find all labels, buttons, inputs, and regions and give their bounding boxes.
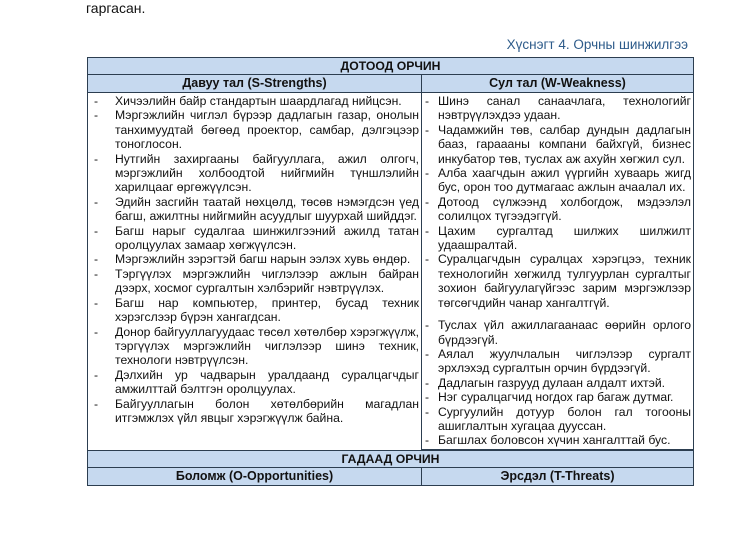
list-item: - Аялал жуулчлалын чиглэлээр сургалт эрхлэхэд сургалтын орчин бүрдээгүй. bbox=[424, 347, 691, 376]
list-item: - Мэргэжлийн зэрэгтэй багш нарын ээлэх хувь өндөр. bbox=[90, 252, 419, 266]
list-item: - Эдийн засгийн таатай нөхцөлд, төсөв нэмэгдсэн үед багш, ажилтны нийгмийн асуудлыг шуурхай шийддэг. bbox=[90, 195, 419, 224]
list-item: - Чадамжийн төв, салбар дундын дадлагын бааз, гараааны компани байхгүй, бизнес инкубатор төв, туслах аж ахуйн хөгжил сул. bbox=[424, 123, 691, 166]
strengths-list bbox=[88, 93, 421, 426]
list-item: - Сургуулийн дотуур болон гал тогооны ашиглалтын хугацаа дууссан. bbox=[424, 405, 691, 434]
list-item: - Тэргүүлэх мэргэжлийн чиглэлээр ажлын байран дээрх, хосмог сургалтын хэлбэрийг нэвтрүүлэх. bbox=[90, 267, 419, 296]
list-item: - Нутгийн захиргааны байгууллага, ажил олгогч, мэргэжлийн холбоодтой нийгмийн түншлэлийн харилцааг өргөжүүлсэн. bbox=[90, 152, 419, 195]
table-caption: Хүснэгт 4. Орчны шинжилгээ bbox=[506, 37, 688, 52]
list-item: - Суралцагчдын суралцах хэрэгцээ, техник технологийн хөгжилд тулгуурлан сургалтыг зохион байгуулагүйгээс зарим мэргэжлээр төгсөгчдийн чанар хангалтгүй. bbox=[424, 252, 691, 310]
external-environment-header: ГАДААД ОРЧИН bbox=[88, 450, 694, 467]
list-item: - Шинэ санал санаачлага, технологийг нэвтрүүлэхдээ удаан. bbox=[424, 94, 691, 123]
weaknesses-header: Сул тал (W-Weakness) bbox=[422, 75, 694, 93]
strengths-header: Давуу тал (S-Strengths) bbox=[88, 75, 422, 93]
list-item: - Дэлхийн ур чадварын уралдаанд суралцагчдыг амжилттай бэлтгэн оролцуулах. bbox=[90, 368, 419, 397]
weaknesses-list bbox=[422, 93, 693, 450]
list-item: - Дотоод сүлжээнд холбогдож, мэдээлэл солилцох түгээдэггүй. bbox=[424, 195, 691, 224]
list-item: - Хичээлийн байр стандартын шаардлагад нийцсэн. bbox=[90, 94, 419, 108]
list-item: - Туслах үйл ажиллагаанаас өөрийн орлого бүрдээгүй. bbox=[424, 318, 691, 347]
list-item: - Дадлагын газрууд дулаан алдалт ихтэй. bbox=[424, 376, 691, 390]
list-item: - Байгууллагын болон хөтөлбөрийн магадлан итгэмжлэх үйл явцыг хэрэгжүүлж байна. bbox=[90, 397, 419, 426]
list-item: - Нэг суралцагчид ногдох гар багаж дутмаг. bbox=[424, 390, 691, 404]
list-item: - Багш нар компьютер, принтер, бусад техник хэрэгслээр бүрэн хангагдсан. bbox=[90, 296, 419, 325]
weaknesses-cell bbox=[422, 93, 694, 451]
list-item: - Цахим сургалтад шилжих шилжилт удаашралтай. bbox=[424, 224, 691, 253]
threats-header: Эрсдэл (T-Threats) bbox=[422, 467, 694, 485]
internal-environment-header: ДОТООД ОРЧИН bbox=[88, 58, 694, 75]
list-item: - Багшлах боловсон хүчин хангалттай бус. bbox=[424, 433, 691, 447]
list-item: - Алба хаагчдын ажил үүргийн хуваарь жигд бус, орон тоо дутмагаас ажлын ачаалал их. bbox=[424, 166, 691, 195]
opportunities-header: Боломж (O-Opportunities) bbox=[88, 467, 422, 485]
list-item: - Мэргэжлийн чиглэл бүрээр дадлагын газар, онолын танхимуудтай бөгөөд проектор, самбар, дэлгэцээр тоноглосон. bbox=[90, 108, 419, 151]
list-item: - Багш нарыг судалгаа шинжилгээний ажилд татан оролцуулах замаар хөгжүүлсэн. bbox=[90, 224, 419, 253]
intro-text: гаргасан. bbox=[86, 0, 146, 16]
swot-table bbox=[87, 57, 694, 486]
strengths-cell bbox=[88, 93, 422, 451]
list-item: - Донор байгууллагуудаас төсөл хөтөлбөр хэрэгжүүлж, тэргүүлэх мэргэжлийн чиглэлээр шинэ техник, технологи нэвтрүүлсэн. bbox=[90, 325, 419, 368]
